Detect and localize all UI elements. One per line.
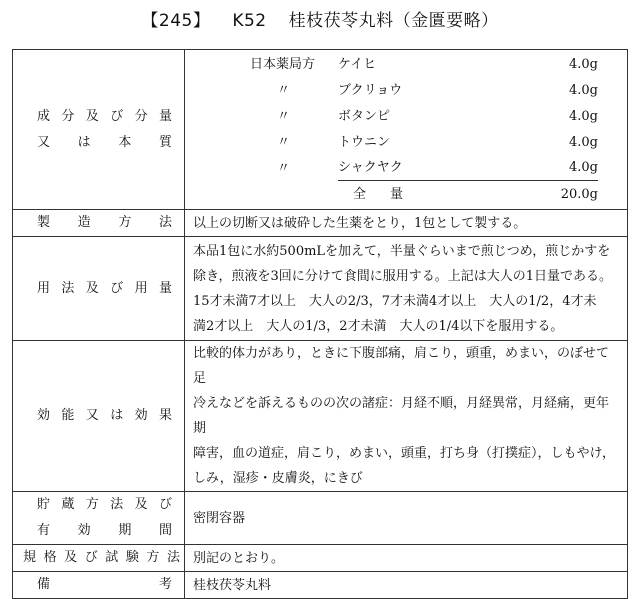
remarks-label: 備考 [13,572,185,599]
storage-label: 貯蔵方法及び 有効期間 [13,492,185,545]
ingredient-row: 〃 ブクリョウ 4.0g [277,82,598,98]
standards-text: 別記のとおり。 [185,545,628,572]
item-code: K52 [232,11,267,31]
manufacture-text: 以上の切断又は破砕した生薬をとり，1包として製する。 [185,210,628,237]
formula-name: 桂枝茯苓丸料（金匱要略） [288,11,499,31]
ingredient-row: 日本薬局方 ケイヒ 4.0g [250,56,598,72]
total-amount: 20.0g [560,187,598,202]
composition-content [185,50,628,210]
ingredient-row: 〃 トウニン 4.0g [277,134,598,150]
total-row [193,181,619,208]
dosage-text: 本品1包に水約500mLを加えて，半量ぐらいまで煎じつめ，煎じかすを 除き，煎液を3回に分けて食間に服用する。上記は大人の1日量である。 15才未満7才以上 大人の2/3，7才未満4才以上 大人の1/2，4才未 満2才以上 大人の1/3，2才未満 大人の1/4以下を服用する。 [185,237,628,341]
page-title [0,6,640,31]
monograph-table [12,49,628,599]
ingredient-row: 〃 シャクヤク 4.0g [193,155,619,181]
efficacy-label: 効能又は効果 [13,341,185,492]
item-number: 【245】 [141,11,211,31]
total-label: 全量 [353,187,428,202]
manufacture-label: 製造方法 [13,210,185,237]
storage-text: 密閉容器 [185,492,628,545]
dosage-label: 用法及び用量 [13,237,185,341]
standards-label: 規格及び試験方法 [13,545,185,572]
ingredient-row: 〃 ボタンピ 4.0g [277,108,598,124]
remarks-text: 桂枝茯苓丸料 [185,572,628,599]
composition-label: 成分及び分量 又は本質 [13,50,185,210]
efficacy-text: 比較的体力があり，ときに下腹部痛，肩こり，頭重，めまい，のぼせて足 冷えなどを訴えるものの次の諸症：月経不順，月経異常，月経痛，更年期 障害，血の道症，肩こり，めまい，頭重，打ち身（打撲症），しもやけ， しみ，湿疹・皮膚炎，にきび [185,341,628,492]
